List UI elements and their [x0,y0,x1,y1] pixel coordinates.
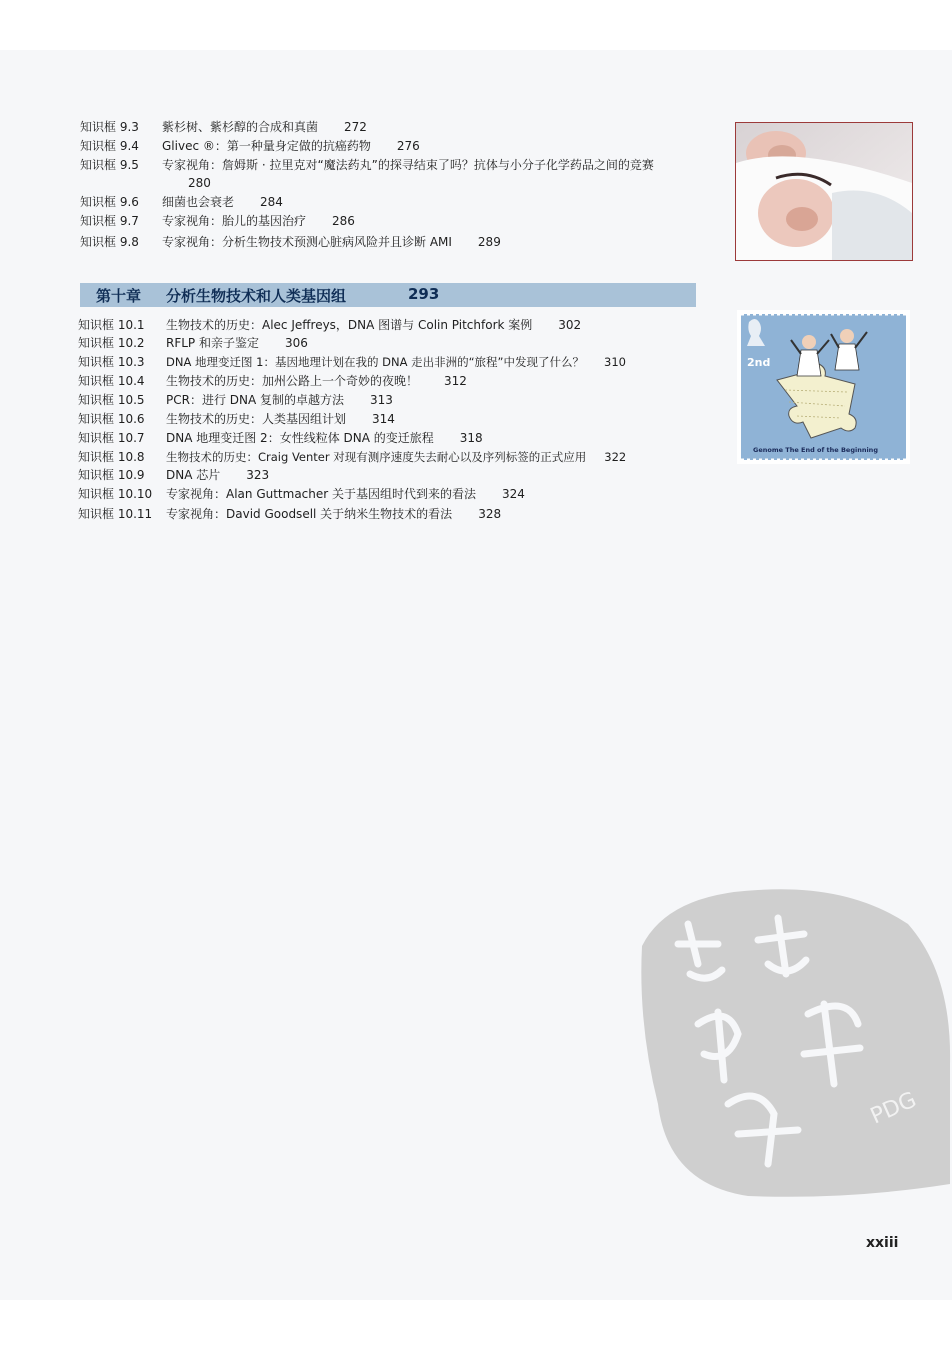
entry-title: RFLP 和亲子鉴定 [166,336,259,350]
chapter-heading[interactable] [80,283,696,307]
entry-label: 知识框 9.5 [80,158,139,172]
entry-label: 知识框 9.7 [80,214,139,228]
watermark-seal [628,884,952,1200]
entry-page: 280 [188,176,211,190]
entry-label: 知识框 10.3 [78,355,145,369]
entry-title: 细菌也会衰老 [162,195,235,209]
infants-photo [735,122,913,261]
entry-title: 专家视角：分析生物技术预测心脏病风险并且诊断 AMI [162,235,452,249]
entry-page: 322 [604,450,627,464]
entry-label: 知识框 10.2 [78,336,145,350]
entry-title: 紫杉树、紫杉醇的合成和真菌 [162,120,319,134]
entry-label: 知识框 9.8 [80,235,139,249]
entry-label: 知识框 10.6 [78,412,145,426]
genome-stamp [737,310,910,464]
entry-label: 知识框 10.11 [78,507,153,521]
entry-title: DNA 地理变迁图 2：女性线粒体 DNA 的变迁旅程 [166,431,434,445]
entry-title: 生物技术的历史：Craig Venter 对现有测序速度失去耐心以及序列标签的正式应用 [166,450,587,464]
entry-page: 306 [284,336,308,350]
entry-page: 310 [604,355,626,369]
page-number: xxiii [866,1235,899,1251]
entry-label: 知识框 10.5 [78,393,145,407]
entry-page: 328 [478,507,502,521]
chapter-title: 分析生物技术和人类基因组 [166,287,347,305]
stamp-value: 2nd [747,356,771,369]
entry-title: 专家视角：詹姆斯 · 拉里克对“魔法药丸”的探寻结束了吗？抗体与小分子化学药品之间的竞赛 [162,158,654,172]
entry-page: 313 [370,393,393,407]
entry-label: 知识框 10.8 [78,450,145,464]
entry-page: 324 [502,487,525,501]
entry-page: 276 [396,139,420,153]
entry-title: PCR：进行 DNA 复制的卓越方法 [166,393,345,407]
entry-page: 302 [558,318,582,332]
entry-title: 专家视角：胎儿的基因治疗 [162,214,307,228]
entry-label: 知识框 10.4 [78,374,145,388]
stamp-caption: Genome The End of the Beginning [753,446,878,454]
entry-page: 286 [332,214,355,228]
entry-title: DNA 芯片 [166,468,221,482]
entry-label: 知识框 10.9 [78,468,145,482]
entry-title: 生物技术的历史：Alec Jeffreys，DNA 图谱与 Colin Pitchfork 案例 [166,318,533,332]
watermark-text: PDG [866,1087,921,1130]
entry-title: Glivec ®：第一种量身定做的抗癌药物 [162,139,371,153]
entry-page: 318 [459,431,483,445]
entry-label: 知识框 9.4 [80,139,139,153]
entry-page: 314 [372,412,395,426]
entry-page: 323 [246,468,270,482]
entry-page: 312 [444,374,467,388]
entry-label: 知识框 9.3 [80,120,139,134]
entry-title: DNA 地理变迁图 1：基因地理计划在我的 DNA 走出非洲的“旅程”中发现了什么？ [166,355,585,369]
entry-title: 生物技术的历史：加州公路上一个奇妙的夜晚！ [166,374,419,388]
entry-page: 272 [344,120,367,134]
entry-page: 284 [260,195,283,209]
entry-title: 生物技术的历史：人类基因组计划 [166,412,347,426]
entry-page: 289 [477,235,501,249]
chapter-label: 第十章 [96,287,142,305]
entry-label: 知识框 10.7 [78,431,145,445]
entry-label: 知识框 10.1 [78,318,145,332]
chapter-page: 293 [408,285,440,303]
entry-label: 知识框 9.6 [80,195,139,209]
entry-title: 专家视角：David Goodsell 关于纳米生物技术的看法 [166,507,453,521]
entry-label: 知识框 10.10 [78,487,153,501]
entry-title: 专家视角：Alan Guttmacher 关于基因组时代到来的看法 [166,487,477,501]
